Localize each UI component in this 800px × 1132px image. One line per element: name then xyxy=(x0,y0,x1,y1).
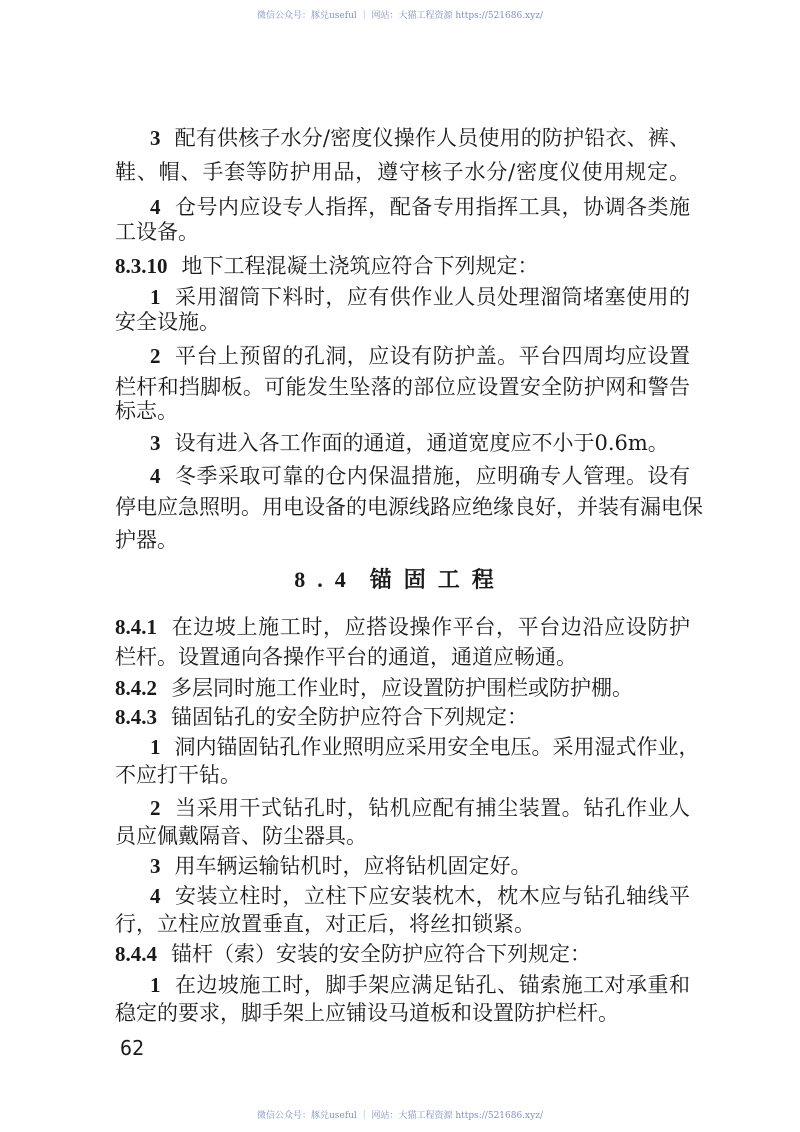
item-number: 1 xyxy=(150,285,161,309)
item-text: 安装立柱时，立柱下应安装枕木，枕木应与钻孔轴线平 xyxy=(174,884,690,908)
item-number: 4 xyxy=(150,195,161,219)
item-number: 4 xyxy=(150,464,161,488)
list-item-1 xyxy=(150,971,690,999)
item-number: 3 xyxy=(150,126,161,150)
section-number: 8.4 xyxy=(294,567,358,592)
item-number: 1 xyxy=(150,973,161,997)
clause-text: 锚杆（索）安装的安全防护应符合下列规定： xyxy=(171,942,591,966)
text-line: 栏杆和挡脚板。可能发生坠落的部位应设置安全防护网和警告 xyxy=(115,375,690,399)
text-line: 护器。 xyxy=(115,528,178,552)
item-text: 冬季采取可靠的仓内保温措施，应明确专人管理。设有 xyxy=(174,464,690,488)
clause-number: 8.4.3 xyxy=(115,705,157,729)
clause-8-4-1 xyxy=(115,613,690,641)
clause-text: 地下工程混凝土浇筑应符合下列规定： xyxy=(181,254,539,278)
text-line: 不应打干钻。 xyxy=(115,763,241,787)
item-text: 用车辆运输钻机时，应将钻机固定好。 xyxy=(174,854,532,878)
list-item-2 xyxy=(150,794,690,822)
list-item-2 xyxy=(150,342,690,370)
list-item-3 xyxy=(150,429,690,457)
list-item-3 xyxy=(150,124,690,152)
text-line: 鞋、帽、手套等防护用品，遵守核子水分/密度仪使用规定。 xyxy=(115,160,690,184)
item-text: 采用溜筒下料时，应有供作业人员处理溜筒堵塞使用的 xyxy=(174,285,690,309)
clause-8-4-3 xyxy=(115,703,690,731)
text-line: 行，立柱应放置垂直，对正后，将丝扣锁紧。 xyxy=(115,912,535,936)
text-line: 安全设施。 xyxy=(115,310,220,334)
text-line: 栏杆。设置通向各操作平台的通道，通道应畅通。 xyxy=(115,645,577,669)
clause-number: 8.3.10 xyxy=(115,254,168,278)
item-number: 2 xyxy=(150,344,161,368)
section-title: 锚固工程 xyxy=(369,567,506,593)
clause-number: 8.4.2 xyxy=(115,676,157,700)
item-text: 平台上预留的孔洞，应设有防护盖。平台四周均应设置 xyxy=(174,344,690,368)
clause-number: 8.4.1 xyxy=(115,615,157,639)
clause-8-4-2 xyxy=(115,674,690,702)
item-number: 4 xyxy=(150,884,161,908)
watermark-footer: 微信公众号：豚兑useful ｜ 网站：大猫工程资源 https://521686.xyz/ xyxy=(257,1111,543,1121)
item-text: 设有进入各工作面的通道，通道宽度应不小于0.6m。 xyxy=(174,431,669,455)
item-text: 配有供核子水分/密度仪操作人员使用的防护铅衣、裤、 xyxy=(174,126,690,150)
item-number: 3 xyxy=(150,854,161,878)
text-line: 工设备。 xyxy=(115,220,199,244)
item-number: 3 xyxy=(150,431,161,455)
clause-text: 锚固钻孔的安全防护应符合下列规定： xyxy=(171,705,528,729)
text-line: 稳定的要求，脚手架上应铺设马道板和设置防护栏杆。 xyxy=(115,1001,619,1025)
text-line: 标志。 xyxy=(115,399,178,423)
section-heading xyxy=(0,563,800,594)
clause-8-3-10 xyxy=(115,252,690,280)
list-item-4 xyxy=(150,882,690,910)
clause-text: 在边坡上施工时，应搭设操作平台，平台边沿应设防护 xyxy=(171,615,690,639)
clause-text: 多层同时施工作业时，应设置防护围栏或防护棚。 xyxy=(171,676,633,700)
item-number: 2 xyxy=(150,796,161,820)
item-number: 1 xyxy=(150,735,161,759)
clause-8-4-4 xyxy=(115,940,690,968)
text-line: 停电应急照明。用电设备的电源线路应绝缘良好，并装有漏电保 xyxy=(115,495,703,519)
page-number: 62 xyxy=(120,1036,145,1060)
list-item-4 xyxy=(150,193,690,221)
clause-number: 8.4.4 xyxy=(115,942,157,966)
item-text: 在边坡施工时，脚手架应满足钻孔、锚索施工对承重和 xyxy=(174,973,690,997)
item-text: 当采用干式钻孔时，钻机应配有捕尘装置。钻孔作业人 xyxy=(174,796,690,820)
watermark-header: 微信公众号：豚兑useful ｜ 网站：大猫工程资源 https://521686.xyz/ xyxy=(257,11,543,21)
item-text: 仓号内应设专人指挥，配备专用指挥工具，协调各类施 xyxy=(174,195,690,219)
list-item-4 xyxy=(150,462,690,490)
text-line: 员应佩戴隔音、防尘器具。 xyxy=(115,824,367,848)
list-item-3 xyxy=(150,852,690,880)
list-item-1 xyxy=(150,733,700,761)
item-text: 洞内锚固钻孔作业照明应采用安全电压。采用湿式作业， xyxy=(174,735,700,759)
list-item-1 xyxy=(150,283,690,311)
